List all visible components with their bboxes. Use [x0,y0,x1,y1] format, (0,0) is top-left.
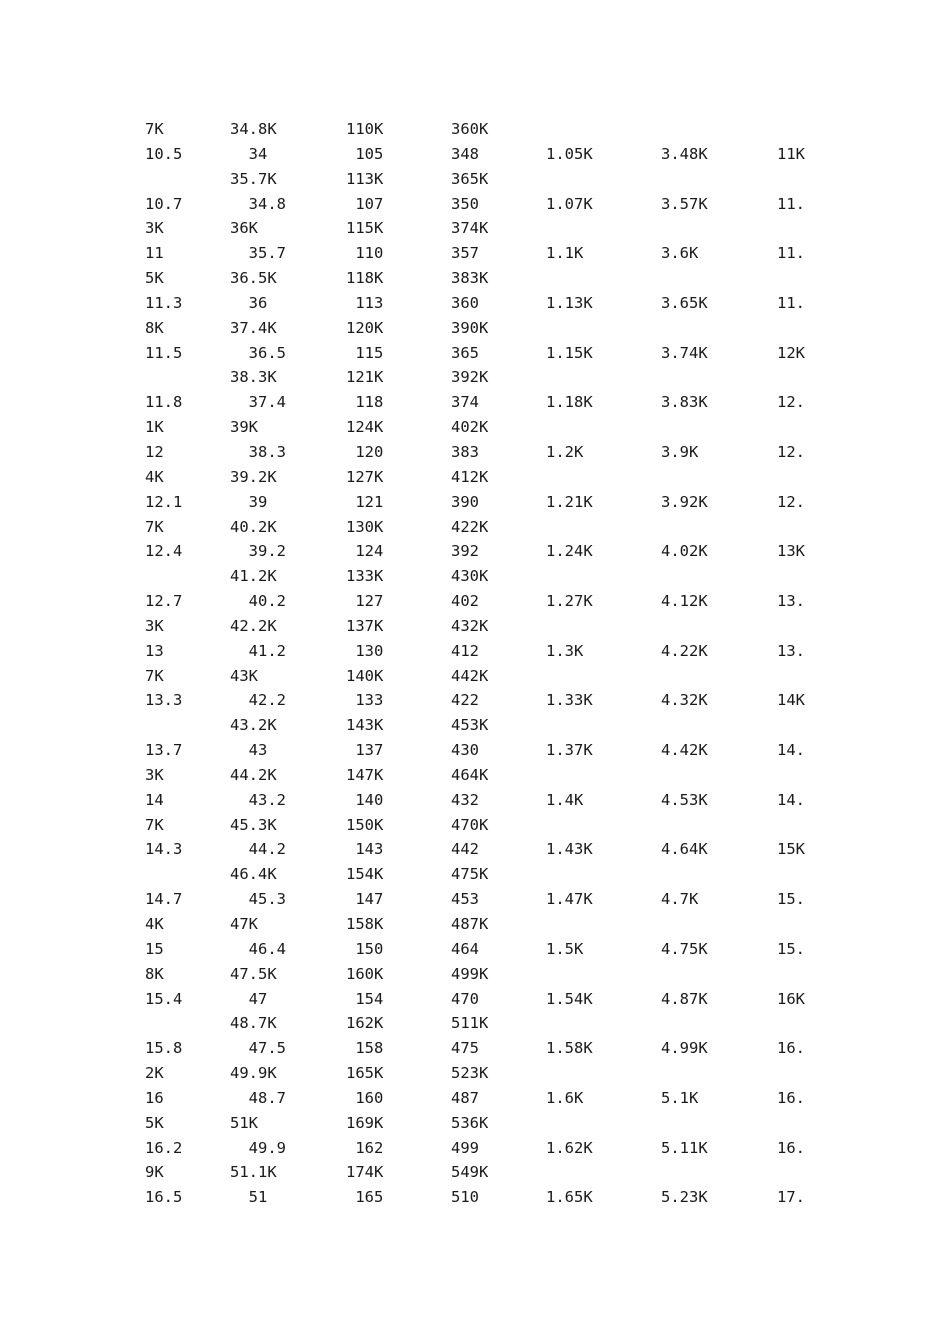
table-cell: 402 [451,592,479,611]
table-row [0,813,950,838]
table-cell: 165 [346,1188,384,1207]
table-cell: 1.24K [546,542,593,561]
table-row [0,465,950,490]
table-row [0,142,950,167]
table-cell: 3.83K [661,393,708,412]
table-cell: 118K [346,269,384,288]
table-row [0,341,950,366]
table-cell: 39 [230,492,268,511]
table-cell: 3.9K [661,442,699,461]
table-cell: 3K [145,765,164,784]
table-cell: 4.7K [661,890,699,909]
table-cell: 15.4 [145,989,183,1008]
table-row [0,639,950,664]
table-row [0,167,950,192]
table-cell: 422K [451,517,489,536]
table-cell: 13. [777,641,805,660]
table-row [0,365,950,390]
table-cell: 7K [145,120,164,138]
table-cell: 46.4K [230,865,277,884]
table-cell: 487K [451,915,489,933]
table-row [0,490,950,515]
table-cell: 511K [451,1014,489,1033]
table-cell: 360K [451,120,489,138]
table-row [0,241,950,266]
table-cell: 11K [777,144,805,163]
table-cell: 12.1 [145,492,183,511]
table-cell: 11 [145,244,164,263]
table-cell: 348 [451,144,479,163]
table-cell: 46.4 [230,939,286,958]
table-cell: 36K [230,219,258,238]
table-cell: 392 [451,542,479,561]
table-cell: 1.07K [546,194,593,213]
table-cell: 7K [145,666,164,685]
table-row [0,390,950,415]
table-row [0,216,950,241]
table-row [0,415,950,440]
table-cell: 34 [230,144,268,163]
table-cell: 154 [346,989,384,1008]
table-cell: 43 [230,741,268,760]
table-cell: 14.3 [145,840,183,859]
table-cell: 12K [777,343,805,362]
table-cell: 499 [451,1138,479,1157]
table-cell: 1.43K [546,840,593,859]
table-cell: 3K [145,219,164,238]
table-cell: 442 [451,840,479,859]
table-cell: 41.2K [230,567,277,586]
table-cell: 16.5 [145,1188,183,1207]
table-cell: 475 [451,1039,479,1058]
table-cell: 8K [145,964,164,983]
table-cell: 143 [346,840,384,859]
table-cell: 4.53K [661,790,708,809]
table-cell: 1.5K [546,939,584,958]
table-row [0,1086,950,1111]
table-cell: 38.3 [230,442,286,461]
table-cell: 110 [346,244,384,263]
table-cell: 137K [346,616,384,635]
table-cell: 453K [451,716,489,735]
table-cell: 5.1K [661,1088,699,1107]
table-cell: 1.1K [546,244,584,263]
table-cell: 357 [451,244,479,263]
table-cell: 11. [777,194,805,213]
table-row [0,862,950,887]
table-cell: 4.99K [661,1039,708,1058]
table-cell: 365 [451,343,479,362]
table-cell: 37.4K [230,318,277,337]
table-cell: 383K [451,269,489,288]
table-cell: 12. [777,442,805,461]
table-cell: 1.2K [546,442,584,461]
table-cell: 3.57K [661,194,708,213]
table-cell: 1.27K [546,592,593,611]
table-cell: 14. [777,790,805,809]
table-cell: 365K [451,169,489,188]
table-cell: 39K [230,418,258,437]
table-row [0,192,950,217]
table-cell: 154K [346,865,384,884]
table-cell: 14K [777,691,805,710]
table-cell: 13. [777,592,805,611]
table-cell: 133K [346,567,384,586]
table-cell: 127K [346,467,384,486]
table-cell: 1.37K [546,741,593,760]
table-cell: 422 [451,691,479,710]
table-row [0,664,950,689]
table-cell: 10.5 [145,144,183,163]
table-cell: 39.2 [230,542,286,561]
table-cell: 3.48K [661,144,708,163]
table-cell: 392K [451,368,489,387]
table-cell: 1.21K [546,492,593,511]
table-cell: 12.7 [145,592,183,611]
table-cell: 402K [451,418,489,437]
table-row [0,688,950,713]
table-cell: 147K [346,765,384,784]
table-row [0,1185,950,1210]
table-row [0,1160,950,1185]
table-cell: 124 [346,542,384,561]
table-cell: 11. [777,293,805,312]
table-cell: 44.2K [230,765,277,784]
table-cell: 143K [346,716,384,735]
table-cell: 510 [451,1188,479,1207]
table-cell: 110K [346,120,384,138]
table-cell: 470 [451,989,479,1008]
table-cell: 13 [145,641,164,660]
table-cell: 48.7 [230,1088,286,1107]
table-cell: 36.5K [230,269,277,288]
table-row [0,1111,950,1136]
table-cell: 34.8K [230,120,277,138]
table-cell: 374 [451,393,479,412]
table-cell: 1.15K [546,343,593,362]
table-cell: 140 [346,790,384,809]
table-cell: 16. [777,1138,805,1157]
table-cell: 1.05K [546,144,593,163]
table-cell: 12. [777,393,805,412]
table-cell: 11. [777,244,805,263]
table-cell: 549K [451,1163,489,1182]
table-cell: 4.12K [661,592,708,611]
table-cell: 37.4 [230,393,286,412]
table-row [0,564,950,589]
table-cell: 350 [451,194,479,213]
table-cell: 43.2 [230,790,286,809]
table-cell: 432 [451,790,479,809]
table-cell: 169K [346,1113,384,1132]
table-cell: 42.2 [230,691,286,710]
table-cell: 464 [451,939,479,958]
table-cell: 160K [346,964,384,983]
table-cell: 15. [777,890,805,909]
table-cell: 124K [346,418,384,437]
table-cell: 51.1K [230,1163,277,1182]
table-cell: 115 [346,343,384,362]
table-cell: 41.2 [230,641,286,660]
table-cell: 45.3 [230,890,286,909]
table-cell: 3.6K [661,244,699,263]
table-cell: 390 [451,492,479,511]
table-cell: 43K [230,666,258,685]
table-cell: 475K [451,865,489,884]
table-cell: 120 [346,442,384,461]
table-cell: 113 [346,293,384,312]
table-cell: 165K [346,1064,384,1083]
table-cell: 1.6K [546,1088,584,1107]
table-cell: 133 [346,691,384,710]
table-row [0,539,950,564]
table-row [0,713,950,738]
table-cell: 432K [451,616,489,635]
table-cell: 15.8 [145,1039,183,1058]
table-row [0,837,950,862]
table-cell: 11.8 [145,393,183,412]
table-cell: 14.7 [145,890,183,909]
table-cell: 13.3 [145,691,183,710]
table-cell: 36 [230,293,268,312]
table-cell: 162 [346,1138,384,1157]
table-cell: 4.75K [661,939,708,958]
table-cell: 5K [145,1113,164,1132]
table-cell: 390K [451,318,489,337]
table-cell: 16K [777,989,805,1008]
table-cell: 42.2K [230,616,277,635]
table-cell: 1.18K [546,393,593,412]
table-cell: 3K [145,616,164,635]
table-row [0,788,950,813]
table-row [0,763,950,788]
table-row [0,962,950,987]
table-cell: 3.65K [661,293,708,312]
table-row [0,316,950,341]
table-cell: 51 [230,1188,268,1207]
table-cell: 3.92K [661,492,708,511]
table-cell: 487 [451,1088,479,1107]
table-cell: 4.87K [661,989,708,1008]
table-row [0,937,950,962]
table-cell: 1.54K [546,989,593,1008]
table-cell: 174K [346,1163,384,1182]
table-cell: 3.74K [661,343,708,362]
table-cell: 107 [346,194,384,213]
table-cell: 44.2 [230,840,286,859]
table-cell: 38.3K [230,368,277,387]
table-cell: 120K [346,318,384,337]
table-cell: 16. [777,1088,805,1107]
table-cell: 15 [145,939,164,958]
table-cell: 4K [145,915,164,933]
table-row [0,1036,950,1061]
table-cell: 499K [451,964,489,983]
document-page [0,117,950,1210]
table-cell: 1.4K [546,790,584,809]
table-cell: 47K [230,915,258,933]
table-cell: 105 [346,144,384,163]
table-cell: 36.5 [230,343,286,362]
table-cell: 5K [145,269,164,288]
table-row [0,887,950,912]
table-cell: 15. [777,939,805,958]
table-cell: 150 [346,939,384,958]
table-cell: 4.42K [661,741,708,760]
table-cell: 4.64K [661,840,708,859]
table-cell: 430 [451,741,479,760]
table-cell: 1.58K [546,1039,593,1058]
table-cell: 47.5 [230,1039,286,1058]
table-row [0,117,950,142]
table-cell: 45.3K [230,815,277,834]
table-cell: 453 [451,890,479,909]
table-row [0,515,950,540]
table-cell: 130 [346,641,384,660]
table-cell: 5.23K [661,1188,708,1207]
table-row [0,987,950,1012]
table-cell: 13K [777,542,805,561]
table-cell: 7K [145,517,164,536]
table-cell: 4K [145,467,164,486]
table-row [0,912,950,937]
table-row [0,614,950,639]
table-cell: 470K [451,815,489,834]
table-cell: 1.3K [546,641,584,660]
table-cell: 16.2 [145,1138,183,1157]
table-cell: 523K [451,1064,489,1083]
table-cell: 121 [346,492,384,511]
table-row [0,291,950,316]
table-row [0,1011,950,1036]
table-cell: 34.8 [230,194,286,213]
table-cell: 40.2K [230,517,277,536]
table-cell: 4.32K [661,691,708,710]
table-cell: 35.7 [230,244,286,263]
table-cell: 115K [346,219,384,238]
table-cell: 16. [777,1039,805,1058]
table-cell: 1K [145,418,164,437]
table-row [0,266,950,291]
table-cell: 158K [346,915,384,933]
table-cell: 9K [145,1163,164,1182]
table-cell: 121K [346,368,384,387]
table-cell: 43.2K [230,716,277,735]
table-cell: 130K [346,517,384,536]
table-cell: 49.9 [230,1138,286,1157]
table-row [0,1061,950,1086]
table-cell: 12. [777,492,805,511]
resistor-value-table [0,117,950,1210]
table-cell: 412K [451,467,489,486]
table-row [0,589,950,614]
table-cell: 47 [230,989,268,1008]
table-cell: 1.62K [546,1138,593,1157]
table-cell: 14. [777,741,805,760]
table-cell: 12.4 [145,542,183,561]
table-cell: 11.5 [145,343,183,362]
table-cell: 118 [346,393,384,412]
table-cell: 2K [145,1064,164,1083]
table-cell: 383 [451,442,479,461]
table-cell: 140K [346,666,384,685]
table-cell: 12 [145,442,164,461]
table-cell: 4.02K [661,542,708,561]
table-cell: 1.65K [546,1188,593,1207]
table-cell: 15K [777,840,805,859]
table-cell: 35.7K [230,169,277,188]
table-cell: 10.7 [145,194,183,213]
table-cell: 51K [230,1113,258,1132]
table-cell: 1.33K [546,691,593,710]
table-cell: 47.5K [230,964,277,983]
table-cell: 430K [451,567,489,586]
table-cell: 49.9K [230,1064,277,1083]
table-cell: 7K [145,815,164,834]
table-row [0,1136,950,1161]
table-cell: 160 [346,1088,384,1107]
table-cell: 412 [451,641,479,660]
table-cell: 1.47K [546,890,593,909]
table-cell: 16 [145,1088,164,1107]
table-cell: 14 [145,790,164,809]
table-cell: 11.3 [145,293,183,312]
table-cell: 48.7K [230,1014,277,1033]
table-cell: 147 [346,890,384,909]
table-cell: 5.11K [661,1138,708,1157]
table-cell: 17. [777,1188,805,1207]
table-cell: 39.2K [230,467,277,486]
table-cell: 13.7 [145,741,183,760]
table-cell: 113K [346,169,384,188]
table-cell: 464K [451,765,489,784]
table-cell: 127 [346,592,384,611]
table-cell: 158 [346,1039,384,1058]
table-row [0,440,950,465]
table-cell: 40.2 [230,592,286,611]
table-cell: 8K [145,318,164,337]
table-cell: 360 [451,293,479,312]
table-cell: 150K [346,815,384,834]
table-row [0,738,950,763]
table-cell: 1.13K [546,293,593,312]
table-cell: 137 [346,741,384,760]
table-cell: 442K [451,666,489,685]
table-cell: 536K [451,1113,489,1132]
table-cell: 4.22K [661,641,708,660]
table-cell: 162K [346,1014,384,1033]
table-cell: 374K [451,219,489,238]
